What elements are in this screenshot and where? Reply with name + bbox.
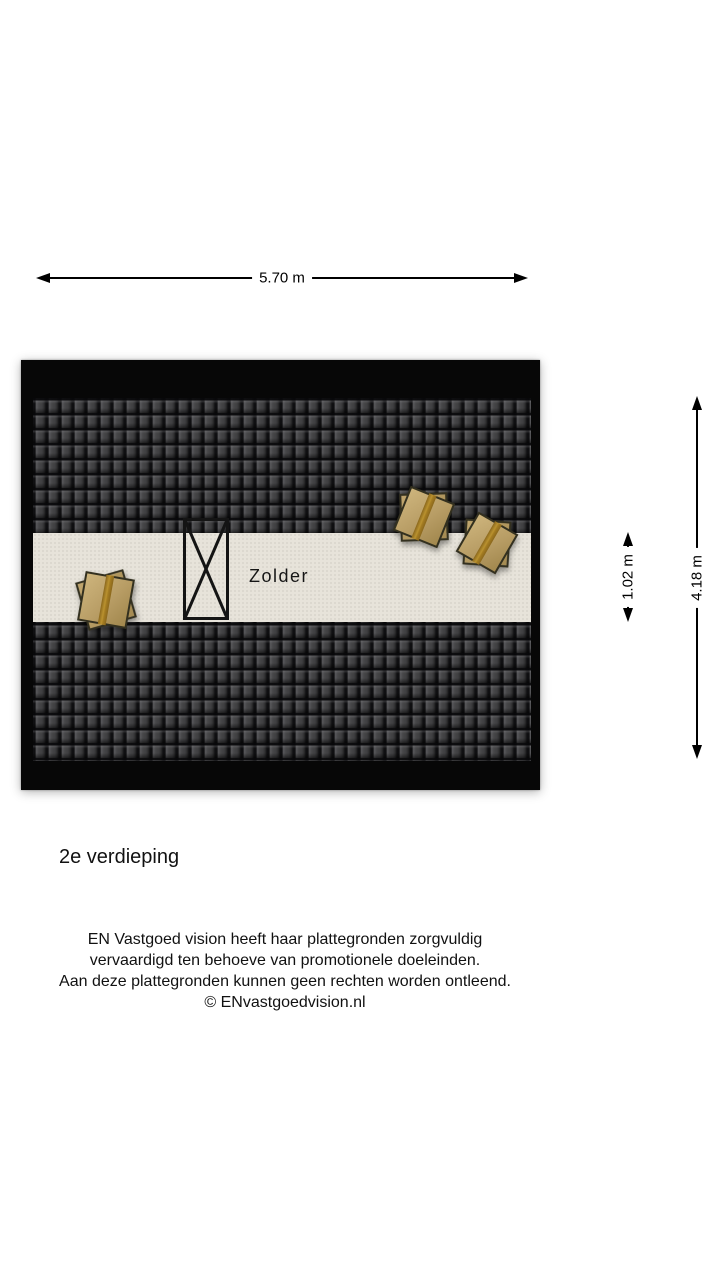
floor-plan <box>21 360 540 790</box>
arrow-up-icon <box>623 532 633 546</box>
dimension-width <box>36 268 528 288</box>
floor-title: 2e verdieping <box>59 846 180 868</box>
arrow-up-icon <box>692 396 702 410</box>
disclaimer-line: EN Vastgoed vision heeft haar plattegronden zorgvuldig <box>87 931 483 948</box>
dimension-height-label: 4.18 m <box>689 548 706 608</box>
disclaimer-line: vervaardigd ten behoeve van promotionele doeleinden. <box>89 952 481 969</box>
box-tape <box>411 493 436 541</box>
dimension-width-label: 5.70 m <box>252 270 312 287</box>
staircase-symbol <box>183 518 229 620</box>
arrow-left-icon <box>36 273 50 283</box>
disclaimer-line: Aan deze plattegronden kunnen geen rechten worden ontleend. <box>59 973 511 990</box>
dimension-height <box>688 396 706 759</box>
dimension-strip-height <box>619 532 637 622</box>
arrow-down-icon <box>623 608 633 622</box>
room-label: Zolder <box>249 566 310 586</box>
dimension-strip-label: 1.02 m <box>620 547 637 607</box>
cardboard-box <box>77 571 135 629</box>
box-tape <box>98 575 115 626</box>
cardboard-box <box>393 486 455 548</box>
box-top <box>77 571 135 629</box>
arrow-down-icon <box>692 745 702 759</box>
disclaimer <box>20 929 550 1013</box>
disclaimer-copyright: © ENvastgoedvision.nl <box>204 994 366 1011</box>
arrow-right-icon <box>514 273 528 283</box>
box-tape <box>472 521 502 565</box>
